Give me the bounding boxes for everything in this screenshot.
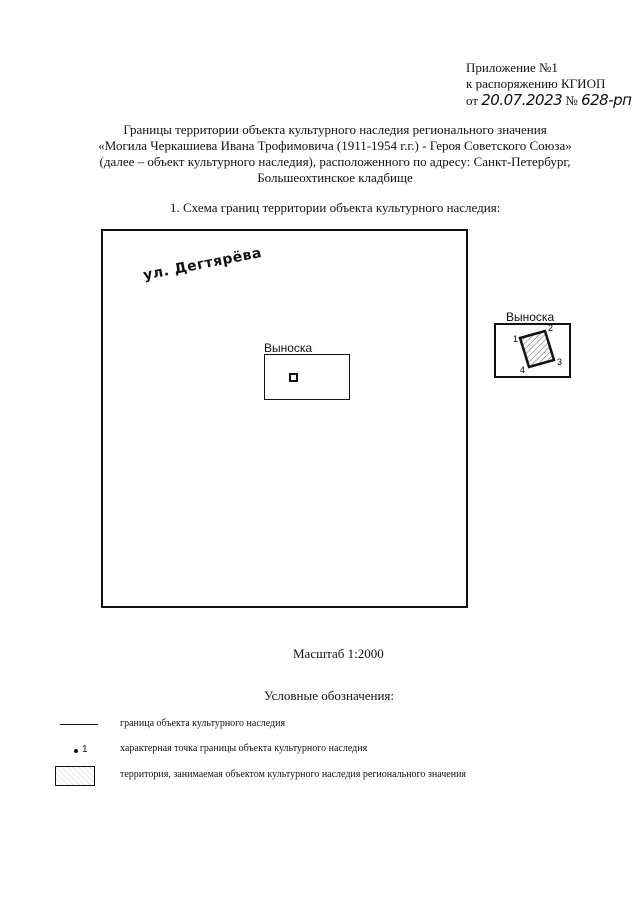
appendix-line-3 bbox=[466, 92, 631, 109]
boundary-line-icon bbox=[60, 724, 98, 725]
legend-item-territory: территория, занимаемая объектом культурного наследия регионального значения bbox=[120, 769, 467, 780]
document-title bbox=[40, 122, 630, 186]
map-frame bbox=[101, 229, 468, 608]
appendix-date: 20.07.2023 bbox=[481, 91, 563, 109]
appendix-line-2: к распоряжению КГИОП bbox=[466, 76, 606, 91]
appendix-number-sign: № bbox=[565, 93, 578, 108]
appendix-line-1: Приложение №1 bbox=[466, 60, 558, 75]
legend-item-boundary-line: граница объекта культурного наследия bbox=[120, 718, 286, 729]
street-label: ул. Дегтярёва bbox=[142, 245, 264, 284]
inset-point-2: 2 bbox=[548, 323, 554, 333]
inset-diagram bbox=[494, 323, 571, 378]
title-line-3: (далее – объект культурного наследия), расположенного по адресу: Санкт-Петербург, bbox=[99, 154, 571, 169]
map-callout-box bbox=[264, 354, 350, 400]
section-heading: 1. Схема границ территории объекта культурного наследия: bbox=[170, 200, 501, 215]
legend-item-boundary-point: характерная точка границы объекта культурного наследия bbox=[120, 743, 368, 754]
legend-point-number: 1 bbox=[82, 744, 88, 755]
inset-point-4: 4 bbox=[520, 365, 526, 375]
inset-label: Выноска bbox=[506, 310, 555, 324]
map-callout-label: Выноска bbox=[264, 341, 313, 355]
inset-point-3: 3 bbox=[557, 357, 563, 367]
map-scale: Масштаб 1:2000 bbox=[293, 646, 384, 661]
boundary-point-icon bbox=[74, 749, 78, 753]
title-line-4: Большеохтинское кладбище bbox=[257, 170, 413, 185]
territory-polygon bbox=[520, 331, 554, 367]
appendix-number: 628-рп bbox=[581, 91, 632, 109]
object-location-marker bbox=[289, 373, 298, 382]
legend-title: Условные обозначения: bbox=[264, 688, 395, 703]
title-line-1: Границы территории объекта культурного наследия регионального значения bbox=[123, 122, 547, 137]
title-line-2: «Могила Черкашиева Ивана Трофимовича (1911-1954 г.г.) - Героя Советского Союза» bbox=[98, 138, 572, 153]
inset-point-1: 1 bbox=[513, 334, 519, 344]
appendix-from: от bbox=[466, 93, 479, 108]
appendix-header bbox=[466, 60, 631, 109]
territory-fill-icon bbox=[55, 766, 95, 786]
